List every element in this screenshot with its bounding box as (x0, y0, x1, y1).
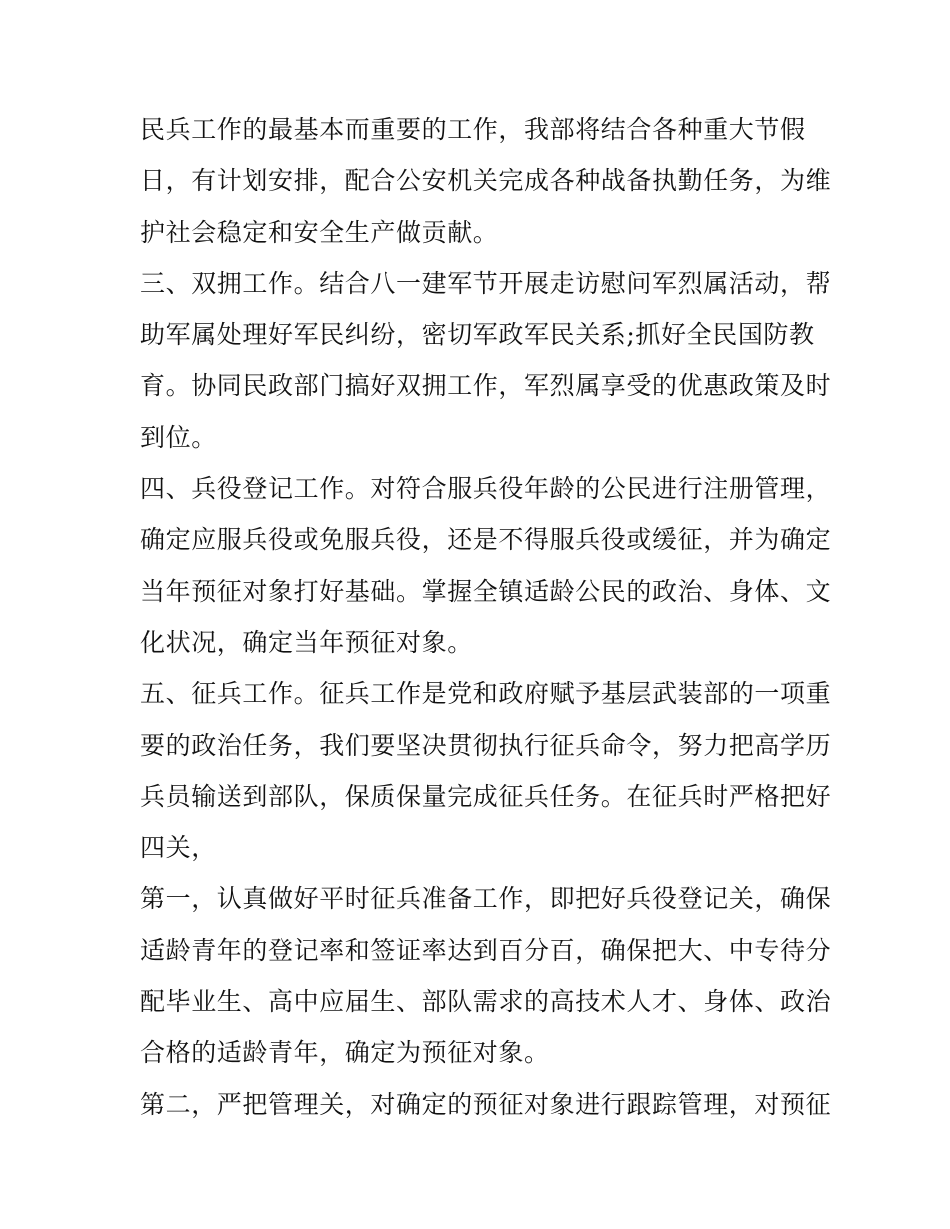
text-line: 确定应服兵役或免服兵役，还是不得服兵役或缓征，并为确定 (140, 525, 832, 555)
text-line: 当年预征对象打好基础。掌握全镇适龄公民的政治、身体、文 (140, 576, 832, 606)
text-line: 配毕业生、高中应届生、部队需求的高技术人才、身体、政治 (140, 987, 832, 1017)
text-line: 护社会稳定和安全生产做贡献。 (140, 217, 499, 247)
paragraph-section-3-double-support (140, 258, 832, 463)
text-line: 助军属处理好军民纠纷，密切军政军民关系;抓好全民国防教 (140, 320, 815, 350)
paragraph-section-4-registration (140, 463, 832, 668)
text-line: 到位。 (140, 422, 217, 452)
text-line: 五、征兵工作。征兵工作是党和政府赋予基层武装部的一项重 (140, 679, 832, 709)
text-line: 化状况，确定当年预征对象。 (140, 627, 473, 657)
text-line: 四、兵役登记工作。对符合服兵役年龄的公民进行注册管理， (140, 474, 832, 504)
document-body (140, 104, 832, 1130)
paragraph-section-5-conscription (140, 668, 832, 873)
text-line: 要的政治任务，我们要坚决贯彻执行征兵命令，努力把高学历 (140, 730, 832, 760)
paragraph-second-checkpoint (140, 1079, 832, 1130)
text-line: 三、双拥工作。结合八一建军节开展走访慰问军烈属活动，帮 (140, 268, 832, 298)
text-line: 四关， (140, 833, 217, 863)
text-line: 合格的适龄青年，确定为预征对象。 (140, 1038, 550, 1068)
text-line: 日，有计划安排，配合公安机关完成各种战备执勤任务，为维 (140, 166, 832, 196)
text-line: 育。协同民政部门搞好双拥工作，军烈属享受的优惠政策及时 (140, 371, 832, 401)
paragraph-first-checkpoint (140, 873, 832, 1078)
text-line: 民兵工作的最基本而重要的工作，我部将结合各种重大节假 (140, 115, 806, 144)
text-line: 第二，严把管理关，对确定的预征对象进行跟踪管理，对预征 (140, 1089, 832, 1119)
text-line: 第一，认真做好平时征兵准备工作，即把好兵役登记关，确保 (140, 884, 832, 914)
paragraph-militia-duty (140, 104, 832, 258)
text-line: 兵员输送到部队，保质保量完成征兵任务。在征兵时严格把好 (140, 781, 832, 811)
text-line: 适龄青年的登记率和签证率达到百分百，确保把大、中专待分 (140, 935, 832, 965)
